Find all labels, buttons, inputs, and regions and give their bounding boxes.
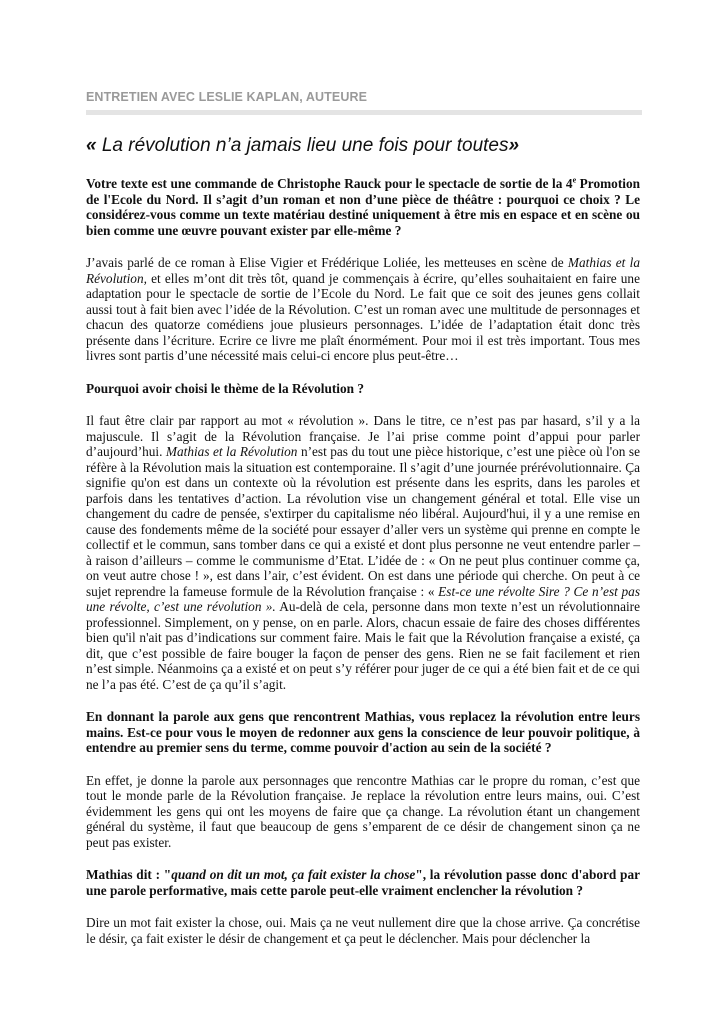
answer-2 [86,413,640,692]
answer-3: En effet, je donne la parole aux personnages que rencontre Mathias car le propre du roman, c’est que tout le monde parle de la Révolution française. Je replace la révolution entre leurs mains, oui. C’est évidemment les gens qui ont les moyens de faire que ça change. La révolution étant un changement général du système, il faut que beaucoup de gens s’emparent de ce désir de changement sinon ça ne peut pas exister. [86,772,640,850]
answer-1-text-a: J’avais parlé de ce roman à Elise Vigier et Frédérique Loliée, les metteuses en scène de [86,255,568,270]
question-1-text-b: Promotion de l'Ecole du Nord. Il s’agit d’un roman et non d’une pièce de théâtre : pourquoi ce choix ? Le considérez-vous comme un texte matériau destiné uniquement à être mis en espace et en scène ou bien comme une œuvre pouvant exister par elle-même ? [86,176,640,238]
answer-1-book-title: Mathias et la Révolution, [86,255,640,286]
answer-2-book-title: Mathias et la Révolution [165,444,298,459]
question-4-text-b: ", la révolution passe donc d'abord par une parole performative, mais cette parole peut-elle vraiment enclencher la révolution ? [86,867,640,898]
answer-4: Dire un mot fait exister la chose, oui. Mais ça ne veut nullement dire que la chose arrive. Ça concrétise le désir, ça fait exister le désir de changement et ça peut le déclencher. Mais pour déclencher la [86,915,640,946]
question-1-text-a: Votre texte est une commande de Christophe Rauck pour le spectacle de sortie de la 4 [86,176,573,191]
question-4 [86,867,640,898]
question-1 [86,176,640,238]
question-3: En donnant la parole aux gens que rencontrent Mathias, vous replacez la révolution entre leurs mains. Est-ce pour vous le moyen de redonner aux gens la conscience de leur pouvoir politique, à entendre au premier sens du terme, comme pouvoir d'action au sein de la société ? [86,709,640,755]
question-4-quote: quand on dit un mot, ça fait exister la chose [171,867,416,882]
article-body [86,176,640,963]
header-divider [86,110,642,115]
answer-1 [86,255,640,364]
article-title [86,134,646,158]
answer-1-text-b: et elles m’ont dit très tôt, quand je commençais à écrire, qu’elles souhaitaient en faire une adaptation pour le spectacle de sortie de l’Ecole du Nord. Le fait que ce soit des jeunes gens collait aussi tout à fait bien avec l’idée de la Révolution. C’est un roman avec une multitude de personnages et chacun des quatorze comédiens joue plusieurs personnages. L’idée de l’adaptation était donc très présente dans l’écriture. Ecrire ce livre me plaît énormément. Pour moi il est très important. Tous mes livres sont partis d’une nécessité mais celui-ci encore plus peut-être… [86,270,640,363]
title-text: La révolution n’a jamais lieu une fois pour toutes [96,135,509,156]
answer-2-text-a: Il faut être clair par rapport au mot « révolution ». Dans le titre, ce n’est pas par hasard, s’il y a la majuscule. Il s’agit de la Révolution française. Je l’ai prise comme point d’appui pour parler d’aujourd’hui. [86,413,640,459]
question-4-text-a: Mathias dit : " [86,867,172,882]
answer-2-text-b: n’est pas du tout une pièce historique, c’est une pièce où l'on se réfère à la Révolution mais la situation est contemporaine. Il s’agit d’une journée prérévolutionnaire. Ça signifie qu'on est dans un contexte où la révolution est présente dans les esprits, dans les paroles et parfois dans les tentatives d’action. La révolution vise un changement général et total. Elle vise un changement du cadre de pensée, s'extirper du capitalisme néo libéral. Aujourd'hui, il y a une remise en cause des fondements même de la société pour essayer d’aller vers un système qui prenne en compte le collectif et le commun, sans tomber dans ce qui a existé et dont plus personne ne veut entendre parler – à raison d’ailleurs – comme le communisme d’Etat. L’idée de : « On ne peut plus continuer comme ça, on veut autre chose ! », est dans l’air, c’est évident. On est dans une période qui cherche. On peut à ce sujet reprendre la fameuse formule de la Révolution française : « [86,444,640,599]
answer-2-quote: Est-ce une révolte Sire ? Ce n’est pas une révolte, c’est une révolution ». [86,583,640,614]
interview-header: ENTRETIEN AVEC LESLIE KAPLAN, AUTEURE [86,90,368,104]
title-close-quote: » [508,135,520,156]
answer-2-text-c: Au-delà de cela, personne dans mon texte n’est un révolutionnaire professionnel. Simplement, on y pense, on en parle. Alors, chacun essaie de faire des choses différentes bien qu'il n'ait pas d’indications sur comment faire. Mais le fait que la Révolution française a existé, ça dit, que c’est possible de faire bouger la façon de penser des gens. Rien ne se fait facilement et rien n’est simple. Néanmoins ça a existé et on peut s’y référer pour juger de ce qui a été bien fait et de ce qui ne l’a pas été. C’est de ça qu’il s’agit. [86,599,640,692]
title-open-quote: « [86,135,97,156]
superscript: e [572,175,577,185]
question-2: Pourquoi avoir choisi le thème de la Révolution ? [86,380,365,396]
